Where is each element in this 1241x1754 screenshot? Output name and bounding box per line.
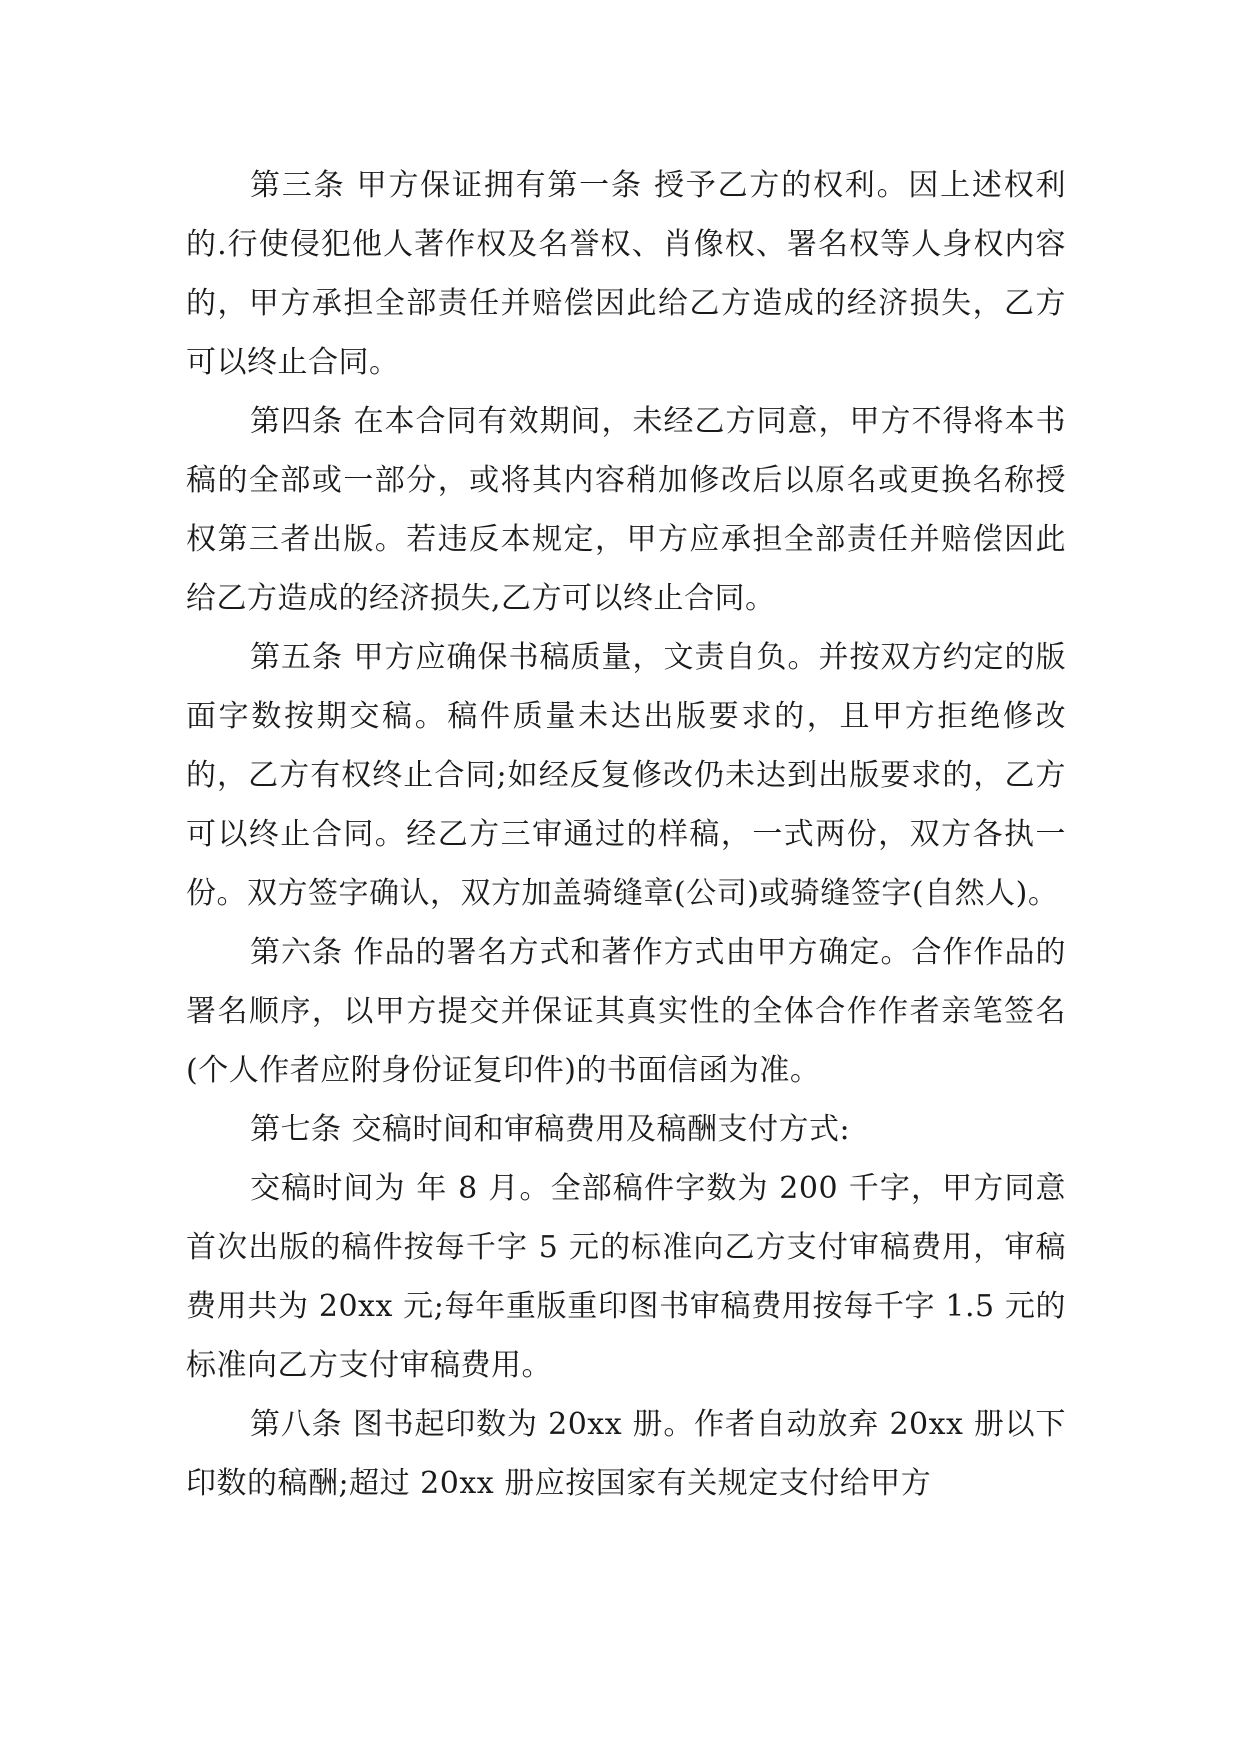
paragraph-article-8: 第八条 图书起印数为 20xx 册。作者自动放弃 20xx 册以下印数的稿酬;超过 20xx 册应按国家有关规定支付给甲方 — [186, 1407, 1066, 1501]
paragraph-article-4: 第四条 在本合同有效期间，未经乙方同意，甲方不得将本书稿的全部或一部分，或将其内容稍加修改后以原名或更换名称授权第三者出版。若违反本规定，甲方应承担全部责任并赔偿因此给乙方造成的经济损失,乙方可以终止合同。 — [186, 404, 1066, 616]
paragraph-article-3: 第三条 甲方保证拥有第一条 授予乙方的权利。因上述权利的.行使侵犯他人著作权及名誉权、肖像权、署名权等人身权内容的，甲方承担全部责任并赔偿因此给乙方造成的经济损失，乙方可以终止合同。 — [186, 168, 1066, 380]
paragraph-delivery-terms: 交稿时间为 年 8 月。全部稿件字数为 200 千字，甲方同意首次出版的稿件按每千字 5 元的标准向乙方支付审稿费用，审稿费用共为 20xx 元;每年重版重印图书审稿费用按每千字 1.5 元的标准向乙方支付审稿费用。 — [186, 1171, 1066, 1383]
paragraph-article-7: 第七条 交稿时间和审稿费用及稿酬支付方式: — [250, 1112, 851, 1147]
paragraph-article-5: 第五条 甲方应确保书稿质量，文责自负。并按双方约定的版面字数按期交稿。稿件质量未达出版要求的，且甲方拒绝修改的，乙方有权终止合同;如经反复修改仍未达到出版要求的，乙方可以终止合同。经乙方三审通过的样稿，一式两份，双方各执一份。双方签字确认，双方加盖骑缝章(公司)或骑缝签字(自然人)。 — [186, 640, 1066, 911]
document-body — [186, 156, 1066, 1513]
paragraph-article-6: 第六条 作品的署名方式和著作方式由甲方确定。合作作品的署名顺序，以甲方提交并保证其真实性的全体合作作者亲笔签名(个人作者应附身份证复印件)的书面信函为准。 — [186, 935, 1066, 1088]
